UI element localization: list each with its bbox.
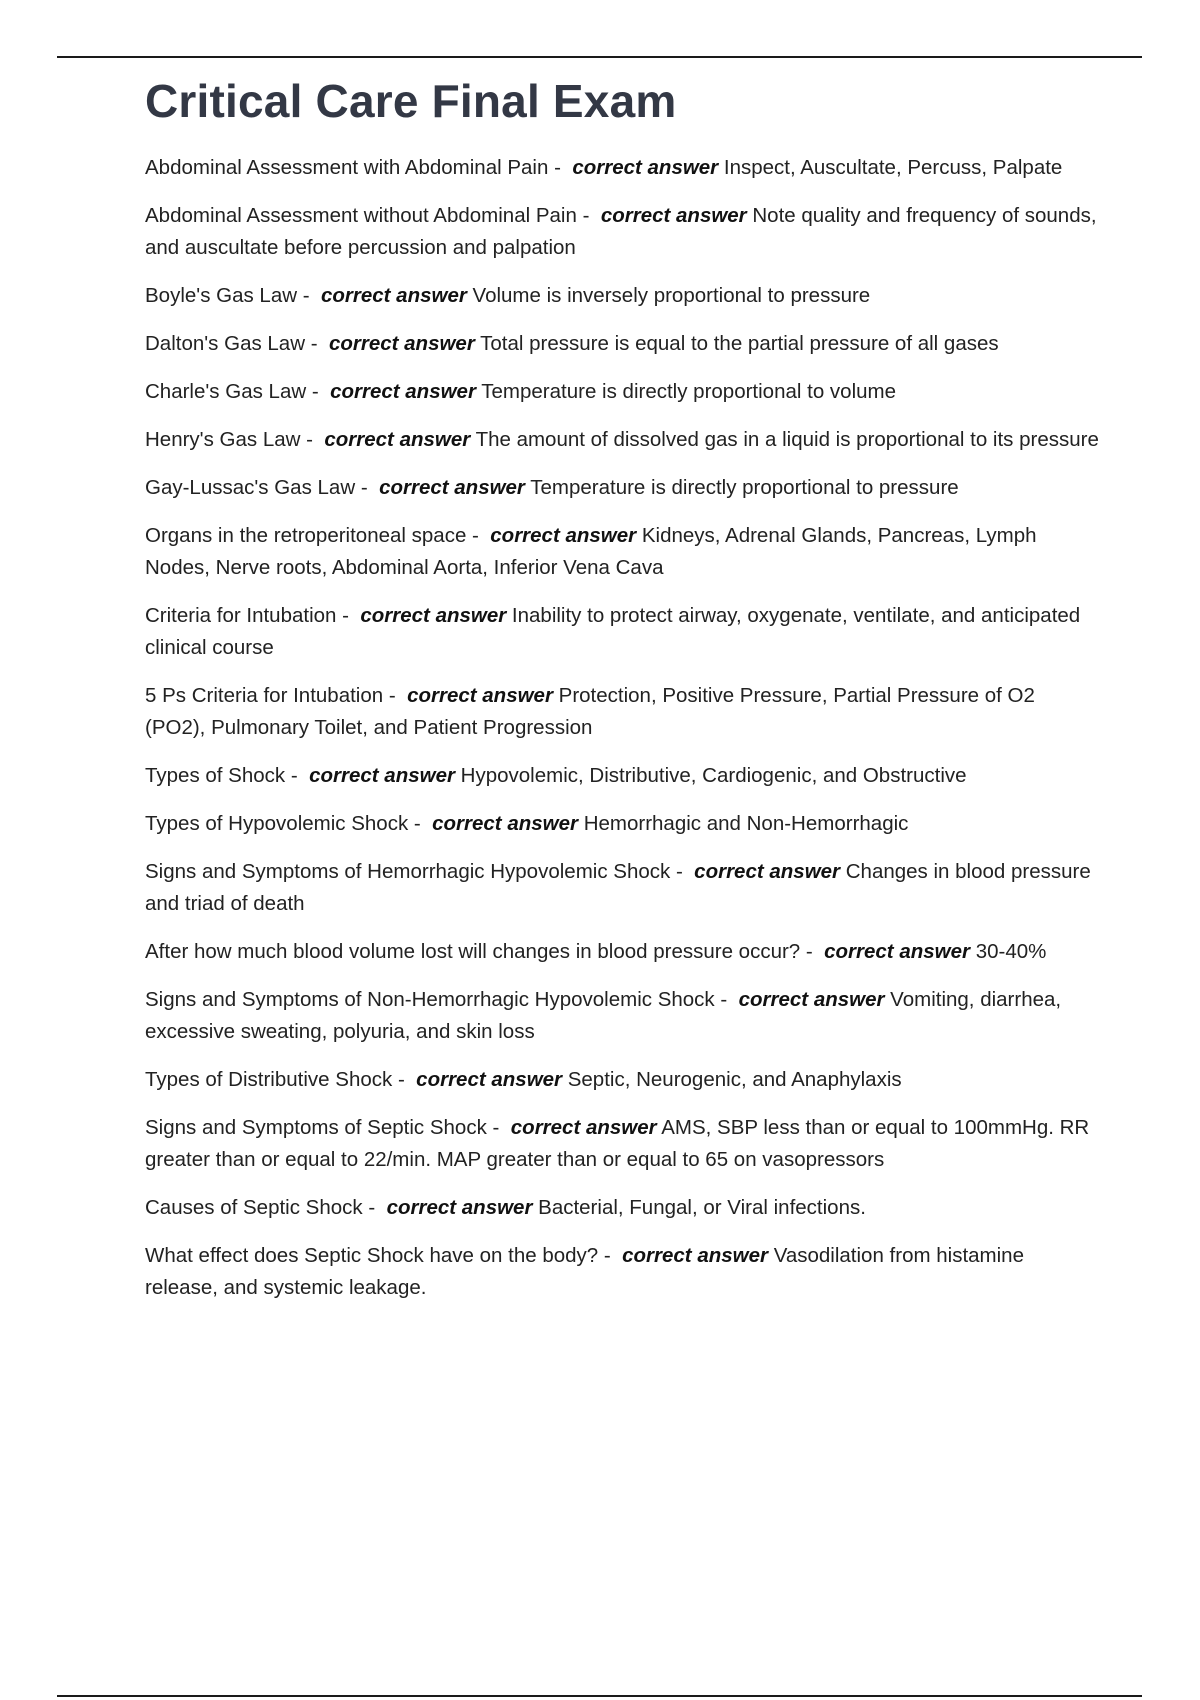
answer-text: Vomiting, diarrhea, excessive sweating, polyuria, and skin loss	[145, 988, 1062, 1043]
answer-text: Hemorrhagic and Non-Hemorrhagic	[583, 812, 909, 835]
question-text: Signs and Symptoms of Non-Hemorrhagic Hypovolemic Shock	[145, 988, 715, 1011]
qa-item	[145, 600, 1100, 664]
question-separator: -	[392, 1068, 417, 1091]
question-separator: -	[285, 764, 310, 787]
qa-item	[145, 1240, 1100, 1304]
qa-item	[145, 680, 1100, 744]
qa-item	[145, 200, 1100, 264]
question-text: Organs in the retroperitoneal space	[145, 524, 467, 547]
correct-answer-label: correct answer	[320, 284, 467, 307]
qa-item	[145, 424, 1100, 456]
correct-answer-label: correct answer	[432, 812, 578, 835]
question-separator: -	[336, 604, 361, 627]
question-separator: -	[305, 332, 329, 355]
question-separator: -	[466, 524, 491, 547]
question-separator: -	[548, 156, 573, 179]
qa-item	[145, 936, 1100, 968]
question-separator: -	[300, 428, 325, 451]
page-title: Critical Care Final Exam	[145, 75, 677, 127]
qa-item	[145, 280, 1100, 312]
correct-answer-label: correct answer	[694, 860, 841, 883]
correct-answer-label: correct answer	[824, 940, 970, 963]
correct-answer-label: correct answer	[407, 684, 553, 707]
question-separator: -	[297, 284, 321, 307]
answer-text: AMS, SBP less than or equal to 100mmHg. RR greater than or equal to 22/min. MAP greater than or equal to 65 on vasopressors	[145, 1116, 1090, 1171]
answer-text: Note quality and frequency of sounds, and auscultate before percussion and palpation	[145, 204, 1097, 259]
answer-text: Vasodilation from histamine release, and systemic leakage.	[145, 1244, 1024, 1299]
question-text: Charle's Gas Law	[145, 380, 307, 403]
question-separator: -	[355, 476, 380, 499]
question-text: Henry's Gas Law	[145, 428, 301, 451]
qa-list	[145, 152, 1100, 1304]
qa-item	[145, 328, 1100, 360]
question-text: Signs and Symptoms of Hemorrhagic Hypovolemic Shock	[145, 860, 671, 883]
correct-answer-label: correct answer	[330, 380, 476, 403]
question-text: Types of Shock	[145, 764, 286, 787]
question-text: Causes of Septic Shock	[145, 1196, 363, 1219]
qa-item	[145, 472, 1100, 504]
question-separator: -	[486, 1116, 511, 1139]
question-text: Abdominal Assessment without Abdominal Pain	[145, 204, 577, 227]
correct-answer-label: correct answer	[324, 428, 471, 451]
question-separator: -	[800, 940, 825, 963]
document-body	[145, 70, 1100, 1320]
question-text: 5 Ps Criteria for Intubation	[145, 684, 384, 707]
answer-text: Septic, Neurogenic, and Anaphylaxis	[567, 1068, 902, 1091]
question-text: Signs and Symptoms of Septic Shock	[145, 1116, 487, 1139]
answer-text: Changes in blood pressure and triad of death	[145, 860, 1091, 915]
bottom-divider	[57, 1695, 1142, 1697]
question-text: Dalton's Gas Law	[145, 332, 306, 355]
correct-answer-label: correct answer	[622, 1244, 768, 1267]
correct-answer-label: correct answer	[738, 988, 885, 1011]
qa-item	[145, 1064, 1100, 1096]
correct-answer-label: correct answer	[379, 476, 525, 499]
question-separator: -	[408, 812, 433, 835]
answer-text: Protection, Positive Pressure, Partial Pressure of O2 (PO2), Pulmonary Toilet, and Patient Progression	[145, 684, 1035, 739]
answer-text: 30-40%	[975, 940, 1047, 963]
question-text: Types of Hypovolemic Shock	[145, 812, 409, 835]
correct-answer-label: correct answer	[416, 1068, 563, 1091]
question-text: Boyle's Gas Law	[145, 284, 298, 307]
question-separator: -	[362, 1196, 387, 1219]
answer-text: Volume is inversely proportional to pressure	[472, 284, 871, 307]
qa-item	[145, 856, 1100, 920]
answer-text: Bacterial, Fungal, or Viral infections.	[538, 1196, 866, 1219]
qa-item	[145, 760, 1100, 792]
qa-item	[145, 984, 1100, 1048]
correct-answer-label: correct answer	[328, 332, 475, 355]
question-separator: -	[306, 380, 331, 403]
correct-answer-label: correct answer	[386, 1196, 533, 1219]
question-text: Criteria for Intubation	[145, 604, 337, 627]
question-separator: -	[383, 684, 408, 707]
question-separator: -	[598, 1244, 623, 1267]
qa-item	[145, 808, 1100, 840]
qa-item	[145, 520, 1100, 584]
question-separator: -	[714, 988, 739, 1011]
answer-text: Inability to protect airway, oxygenate, ventilate, and anticipated clinical course	[145, 604, 1081, 659]
top-divider	[57, 56, 1142, 58]
correct-answer-label: correct answer	[510, 1116, 657, 1139]
correct-answer-label: correct answer	[572, 156, 719, 179]
qa-item	[145, 376, 1100, 408]
answer-text: Temperature is directly proportional to pressure	[530, 476, 959, 499]
answer-text: Temperature is directly proportional to volume	[481, 380, 897, 403]
question-text: What effect does Septic Shock have on the body?	[145, 1244, 599, 1267]
question-text: Abdominal Assessment with Abdominal Pain	[145, 156, 549, 179]
question-text: Types of Distributive Shock	[145, 1068, 393, 1091]
qa-item	[145, 1112, 1100, 1176]
qa-item	[145, 152, 1100, 184]
answer-text: The amount of dissolved gas in a liquid is proportional to its pressure	[475, 428, 1099, 451]
answer-text: Total pressure is equal to the partial pressure of all gases	[480, 332, 999, 355]
question-text: After how much blood volume lost will changes in blood pressure occur?	[145, 940, 801, 963]
correct-answer-label: correct answer	[309, 764, 455, 787]
question-separator: -	[576, 204, 601, 227]
question-text: Gay-Lussac's Gas Law	[145, 476, 356, 499]
qa-item	[145, 1192, 1100, 1224]
correct-answer-label: correct answer	[490, 524, 637, 547]
answer-text: Kidneys, Adrenal Glands, Pancreas, Lymph Nodes, Nerve roots, Abdominal Aorta, Inferior Vena Cava	[145, 524, 1037, 579]
correct-answer-label: correct answer	[600, 204, 747, 227]
question-separator: -	[670, 860, 695, 883]
answer-text: Hypovolemic, Distributive, Cardiogenic, and Obstructive	[460, 764, 967, 787]
correct-answer-label: correct answer	[360, 604, 507, 627]
answer-text: Inspect, Auscultate, Percuss, Palpate	[723, 156, 1063, 179]
